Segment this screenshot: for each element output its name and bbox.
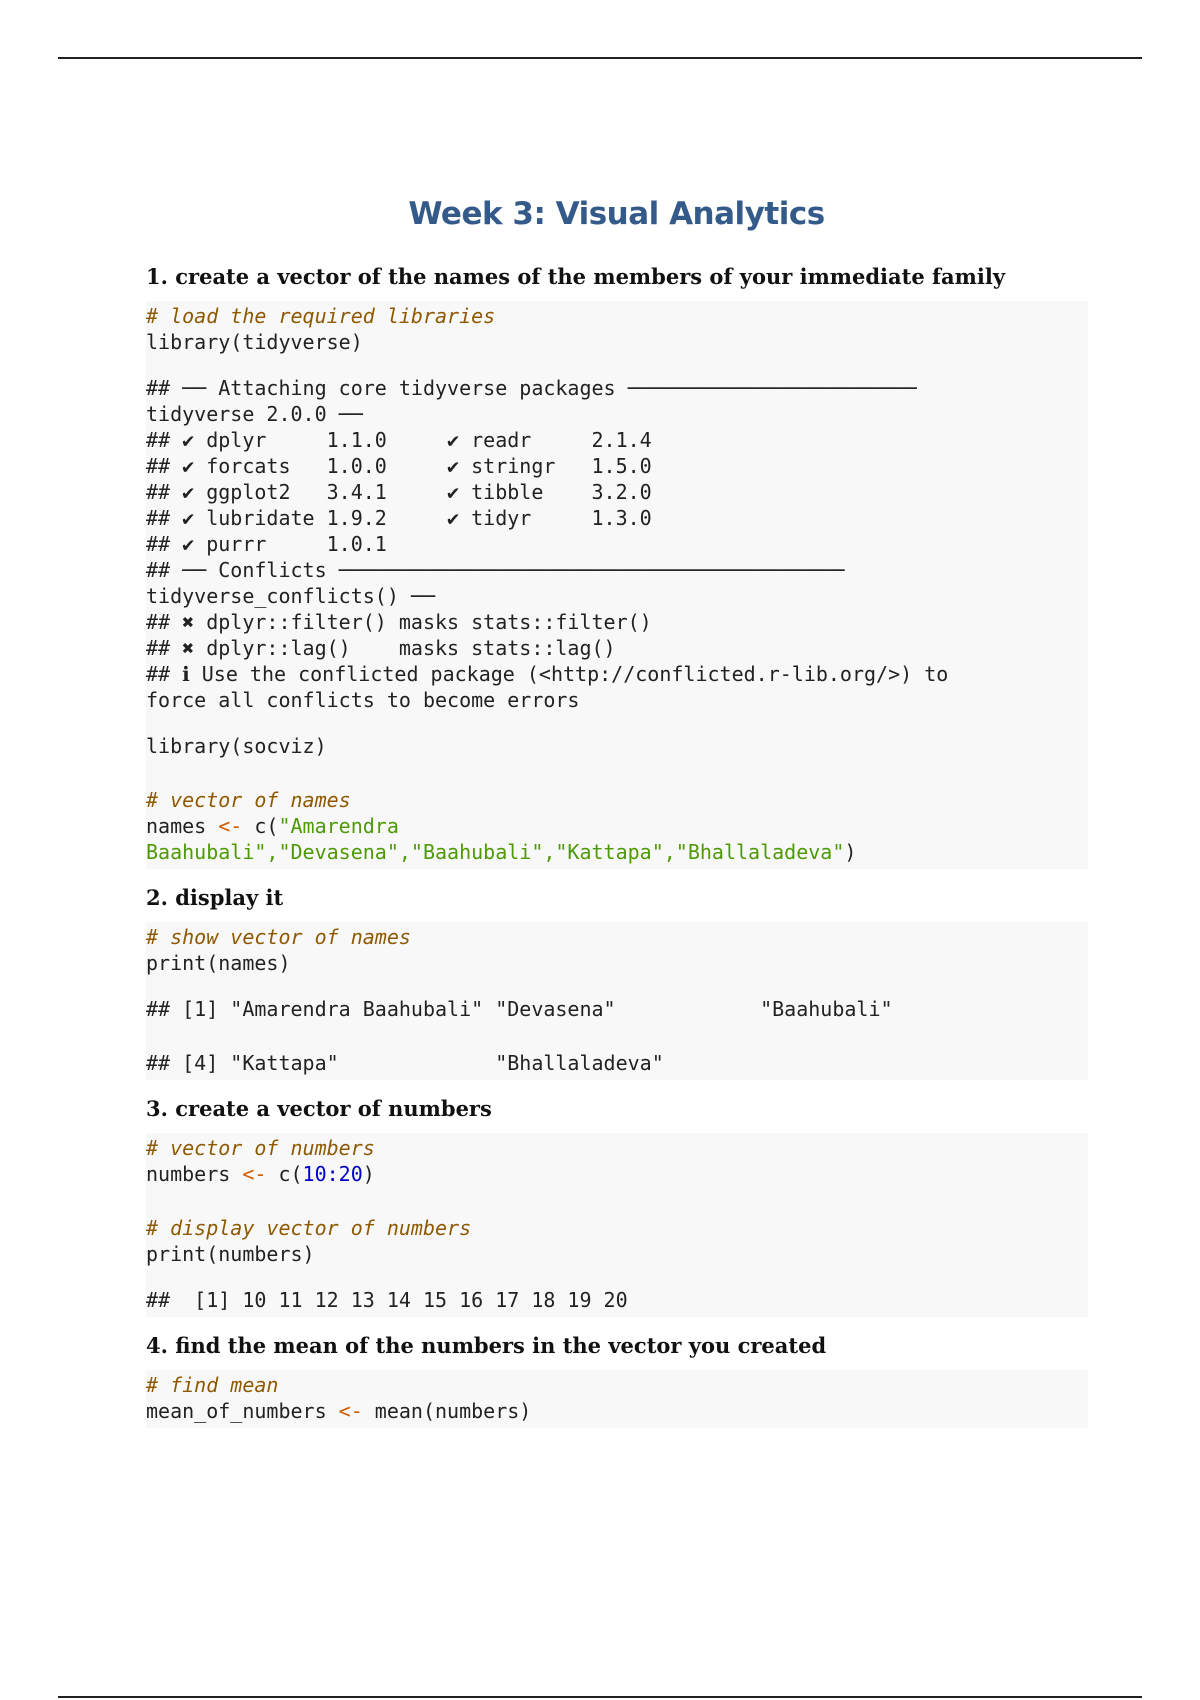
document-title: Week 3: Visual Analytics [408,196,825,232]
section-heading: 1. create a vector of the names of the members of your immediate family [146,264,1006,289]
code-output-line: tidyverse 2.0.0 ── [146,402,363,426]
code-block [146,1370,1088,1428]
code-comment: # find mean [146,1373,279,1397]
code-output-line: ## ── Conflicts ────────────────────────────────────────── [146,558,845,582]
code-comment: # load the required libraries [146,304,496,328]
code-output-line: ## [1] "Amarendra Baahubali" "Devasena" "Baahubali" [146,997,893,1021]
code-output-line: ## [1] 10 11 12 13 14 15 16 17 18 19 20 [146,1288,628,1312]
section-2 [146,879,1088,1080]
code-comment: # display vector of numbers [146,1216,472,1240]
code-line: library(socviz) [146,734,327,758]
code-output-line: ## ✖ dplyr::filter() masks stats::filter() [146,610,652,634]
code-line: names <- c("Amarendra [146,814,399,838]
document-body [146,258,1088,1438]
code-output-line: ## ── Attaching core tidyverse packages ──────────────────────── [146,376,917,400]
code-line: library(tidyverse) [146,330,363,354]
section-heading: 4. find the mean of the numbers in the vector you created [146,1333,827,1358]
code-line: mean_of_numbers <- mean(numbers) [146,1399,532,1423]
code-line: print(names) [146,951,291,975]
code-output-line: ## ℹ Use the conflicted package (<http://conflicted.r-lib.org/>) to [146,662,949,686]
code-block [146,301,1088,869]
code-output-line: ## [4] "Kattapa" "Bhallaladeva" [146,1051,664,1075]
code-output-line: ## ✔ forcats 1.0.0 ✔ stringr 1.5.0 [146,454,652,478]
footer-rule [58,1696,1142,1698]
code-output-line: ## ✔ lubridate 1.9.2 ✔ tidyr 1.3.0 [146,506,652,530]
section-heading: 3. create a vector of numbers [146,1096,492,1121]
code-block [146,922,1088,1080]
code-comment: # vector of names [146,788,351,812]
code-output-line: ## ✔ ggplot2 3.4.1 ✔ tibble 3.2.0 [146,480,652,504]
code-comment: # vector of numbers [146,1136,375,1160]
code-comment: # show vector of names [146,925,411,949]
code-output-line: ## ✔ dplyr 1.1.0 ✔ readr 2.1.4 [146,428,652,452]
section-3 [146,1090,1088,1317]
code-line: Baahubali","Devasena","Baahubali","Kattapa","Bhallaladeva") [146,840,857,864]
code-line: print(numbers) [146,1242,315,1266]
header-rule [58,57,1142,59]
code-output-line: tidyverse_conflicts() ── [146,584,435,608]
code-output-line: ## ✖ dplyr::lag() masks stats::lag() [146,636,616,660]
section-heading: 2. display it [146,885,284,910]
section-4 [146,1327,1088,1428]
code-output-line: force all conflicts to become errors [146,688,580,712]
section-1 [146,258,1088,869]
code-block [146,1133,1088,1317]
code-line: numbers <- c(10:20) [146,1162,375,1186]
code-output-line: ## ✔ purrr 1.0.1 [146,532,387,556]
